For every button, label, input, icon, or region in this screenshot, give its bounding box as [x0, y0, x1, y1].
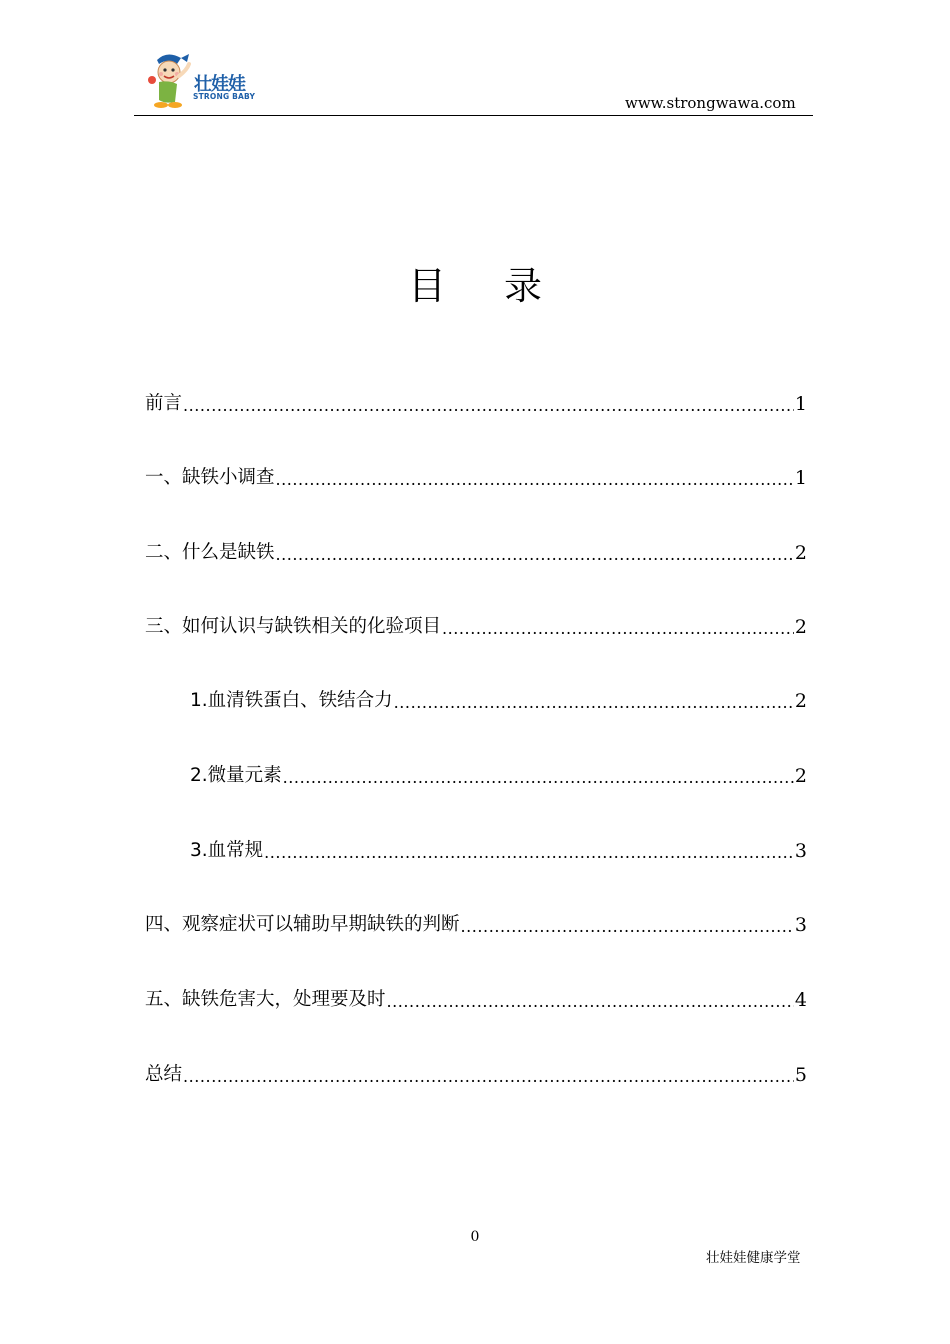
toc-entry-label: 总结 [145, 1064, 183, 1085]
toc-dot-leader [460, 912, 794, 938]
toc-dot-leader [282, 763, 794, 789]
toc-entry-section-3[interactable] [145, 614, 807, 640]
toc-entry-section-3-3[interactable] [190, 838, 807, 864]
toc-dot-leader [263, 838, 794, 864]
toc-dot-leader [275, 465, 794, 491]
toc-entry-section-2[interactable] [145, 540, 807, 566]
toc-page-number: 2 [794, 616, 807, 638]
toc-dot-leader [182, 391, 794, 417]
toc-entry-label: 二、什么是缺铁 [145, 542, 275, 563]
toc-dot-leader [275, 540, 794, 566]
toc-entry-section-5[interactable] [145, 987, 807, 1013]
page-number: 0 [470, 1229, 480, 1245]
toc-page-number: 1 [794, 393, 807, 415]
toc-page-number: 2 [794, 690, 807, 712]
logo-wordmark: 壮娃娃 [194, 74, 245, 95]
toc-page-number: 5 [794, 1064, 807, 1086]
toc-entry-label: 前言 [145, 393, 183, 414]
toc-page-number: 3 [794, 914, 807, 936]
toc-entry-summary[interactable] [145, 1062, 807, 1088]
toc-entry-preface[interactable] [145, 391, 807, 417]
toc-entry-section-3-2[interactable] [190, 763, 807, 789]
toc-page-number: 2 [794, 542, 807, 564]
toc-entry-label: 三、如何认识与缺铁相关的化验项目 [145, 616, 442, 637]
toc-dot-leader [441, 614, 794, 640]
toc-dot-leader [182, 1062, 794, 1088]
toc-page-number: 4 [794, 989, 807, 1011]
toc-entry-section-1[interactable] [145, 465, 807, 491]
toc-page-number: 3 [794, 840, 807, 862]
toc-page-number: 2 [794, 765, 807, 787]
toc-dot-leader [386, 987, 794, 1013]
toc-entry-label: 2.微量元素 [190, 765, 282, 786]
logo-subtitle: STRONG BABY [193, 92, 256, 101]
toc-dot-leader [393, 688, 794, 714]
toc-entry-section-4[interactable] [145, 912, 807, 938]
website-url[interactable]: www.strongwawa.com [625, 94, 796, 112]
toc-entry-label: 1.血清铁蛋白、铁结合力 [190, 690, 393, 711]
toc-entry-section-3-1[interactable] [190, 688, 807, 714]
toc-entry-label: 3.血常规 [190, 840, 264, 861]
toc-entry-label: 一、缺铁小调查 [145, 467, 275, 488]
toc-entry-label: 五、缺铁危害大，处理要及时 [145, 989, 386, 1010]
page-title: 目录 [407, 264, 600, 308]
toc-page-number: 1 [794, 467, 807, 489]
toc-entry-label: 四、观察症状可以辅助早期缺铁的判断 [145, 914, 460, 935]
footer-brand: 壮娃娃健康学堂 [706, 1250, 801, 1266]
